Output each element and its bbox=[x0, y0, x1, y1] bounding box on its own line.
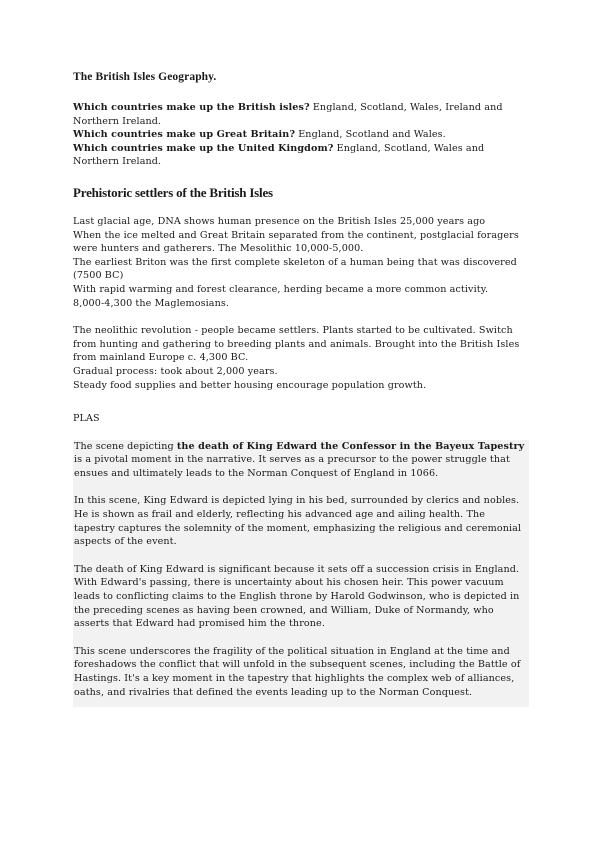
text-line: Gradual process: took about 2,000 years. bbox=[73, 365, 278, 377]
tapestry-paragraph: This scene underscores the fragility of the political situation in England at the time and foreshadows the conflict that will unfold in the subsequent scenes, including the Battle of Hastings. It's a key moment in the tapestry that highlights the complex web of alliances, oaths, and rivalries that defined the events leading up to the Norman Conquest. bbox=[74, 645, 521, 698]
intro-text: is a pivotal moment in the narrative. It serves as a precursor to the power struggle that ensues and ultimately leads to the Norman Conquest of England in 1066. bbox=[74, 454, 510, 479]
qa-item bbox=[73, 101, 529, 128]
intro-text: The scene depicting bbox=[74, 440, 177, 452]
prehistoric-heading: Prehistoric settlers of the British Isles bbox=[73, 184, 273, 200]
qa-question: Which countries make up Great Britain? bbox=[73, 129, 296, 141]
qa-question: Which countries make up the British isles? bbox=[73, 102, 310, 113]
tapestry-section bbox=[73, 440, 529, 708]
qa-answer: England, Scotland, Wales and Northern Ireland. bbox=[73, 142, 485, 168]
qa-answer: England, Scotland, Wales, Ireland and Northern Ireland. bbox=[73, 102, 503, 127]
text-line: The neolithic revolution - people became settlers. Plants started to be cultivated. Switch from hunting and gathering to breeding plants and animals. Brought into the British Isles from mainland Europe c. 4,300 BC. bbox=[73, 325, 520, 364]
text-line: 8,000-4,300 the Maglemosians. bbox=[73, 297, 230, 309]
text-line: When the ice melted and Great Britain separated from the continent, postglacial foragers were hunters and gatherers. The Mesolithic 10,000-5,000. bbox=[73, 229, 519, 255]
document-body bbox=[73, 70, 529, 707]
intro-bold-text: the death of King Edward the Confessor in the Bayeux Tapestry bbox=[176, 440, 525, 452]
plas-label: PLAS bbox=[73, 413, 100, 425]
qa-question: Which countries make up the United Kingdom? bbox=[73, 142, 334, 154]
tapestry-paragraph: The death of King Edward is significant because it sets off a succession crisis in England. With Edward's passing, there is uncertainty about his chosen heir. This power vacuum leads to conflicting claims to the English throne by Harold Godwinson, who is depicted in the preceding scenes as having been crowned, and William, Duke of Normandy, who asserts that Edward had promised him the throne. bbox=[74, 563, 520, 630]
qa-section bbox=[73, 101, 529, 169]
document-title: The British Isles Geography. bbox=[73, 71, 217, 83]
qa-answer: England, Scotland and Wales. bbox=[295, 129, 446, 141]
text-line: The earliest Briton was the first complete skeleton of a human being that was discovered (7500 BC) bbox=[73, 256, 517, 282]
neolithic-block bbox=[73, 324, 529, 392]
text-line: Last glacial age, DNA shows human presence on the British Isles 25,000 years ago bbox=[73, 215, 486, 227]
prehistoric-block bbox=[73, 215, 529, 310]
tapestry-intro bbox=[74, 440, 528, 481]
text-line: Steady food supplies and better housing encourage population growth. bbox=[73, 379, 427, 391]
qa-item bbox=[73, 128, 529, 142]
tapestry-paragraph: In this scene, King Edward is depicted lying in his bed, surrounded by clerics and nobles. He is shown as frail and elderly, reflecting his advanced age and ailing health. The tapestry captures the solemnity of the moment, emphasizing the religious and ceremonial aspects of the event. bbox=[74, 495, 522, 548]
qa-item bbox=[73, 142, 529, 169]
text-line: With rapid warming and forest clearance, herding became a more common activity. bbox=[73, 283, 489, 295]
